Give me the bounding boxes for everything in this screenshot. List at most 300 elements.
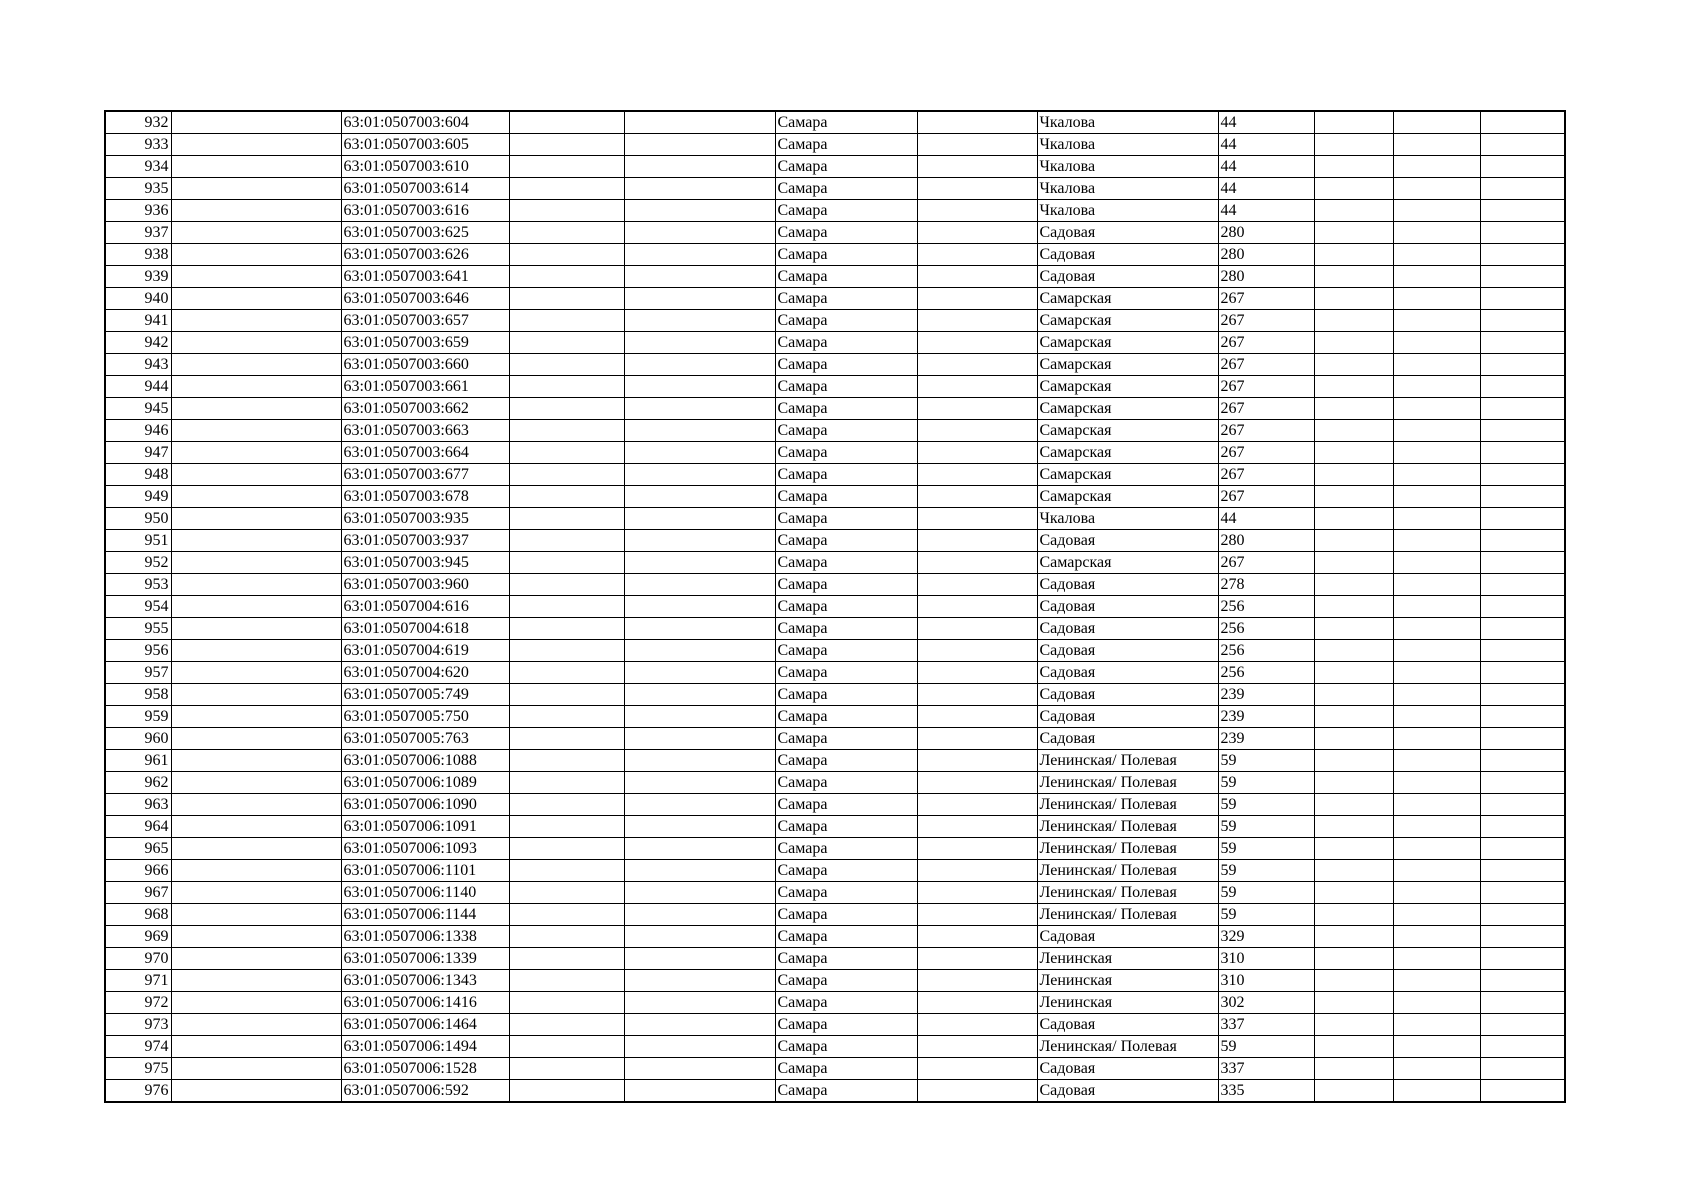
empty-cell	[1480, 1058, 1565, 1080]
empty-cell	[1314, 222, 1393, 244]
empty-cell	[1314, 442, 1393, 464]
empty-cell	[171, 420, 341, 442]
street-cell: Самарская	[1037, 332, 1218, 354]
empty-cell	[917, 332, 1037, 354]
row-number-cell: 969	[105, 926, 171, 948]
street-cell: Самарская	[1037, 420, 1218, 442]
empty-cell	[1314, 376, 1393, 398]
cadastral-number-cell: 63:01:0507006:1528	[341, 1058, 509, 1080]
empty-cell	[1393, 266, 1480, 288]
empty-cell	[624, 860, 775, 882]
empty-cell	[1480, 662, 1565, 684]
empty-cell	[509, 860, 624, 882]
empty-cell	[171, 618, 341, 640]
house-number-cell: 337	[1218, 1058, 1314, 1080]
empty-cell	[1314, 178, 1393, 200]
street-cell: Ленинская/ Полевая	[1037, 794, 1218, 816]
empty-cell	[1314, 750, 1393, 772]
cadastral-number-cell: 63:01:0507003:646	[341, 288, 509, 310]
row-number-cell: 946	[105, 420, 171, 442]
empty-cell	[171, 882, 341, 904]
row-number-cell: 972	[105, 992, 171, 1014]
row-number-cell: 951	[105, 530, 171, 552]
empty-cell	[624, 134, 775, 156]
empty-cell	[1314, 794, 1393, 816]
empty-cell	[1314, 882, 1393, 904]
empty-cell	[1480, 882, 1565, 904]
empty-cell	[624, 508, 775, 530]
empty-cell	[917, 530, 1037, 552]
empty-cell	[509, 486, 624, 508]
row-number-cell: 935	[105, 178, 171, 200]
empty-cell	[624, 486, 775, 508]
empty-cell	[1480, 904, 1565, 926]
city-cell: Самара	[775, 222, 917, 244]
empty-cell	[1314, 288, 1393, 310]
empty-cell	[917, 442, 1037, 464]
empty-cell	[1480, 222, 1565, 244]
row-number-cell: 940	[105, 288, 171, 310]
empty-cell	[917, 398, 1037, 420]
cadastral-number-cell: 63:01:0507006:1101	[341, 860, 509, 882]
empty-cell	[509, 1036, 624, 1058]
empty-cell	[1314, 464, 1393, 486]
empty-cell	[1393, 288, 1480, 310]
empty-cell	[624, 310, 775, 332]
empty-cell	[917, 816, 1037, 838]
city-cell: Самара	[775, 266, 917, 288]
empty-cell	[624, 662, 775, 684]
row-number-cell: 956	[105, 640, 171, 662]
empty-cell	[1393, 728, 1480, 750]
empty-cell	[1480, 310, 1565, 332]
table-row	[105, 838, 1565, 860]
house-number-cell: 44	[1218, 134, 1314, 156]
city-cell: Самара	[775, 728, 917, 750]
empty-cell	[1393, 970, 1480, 992]
empty-cell	[1480, 728, 1565, 750]
empty-cell	[917, 684, 1037, 706]
house-number-cell: 59	[1218, 772, 1314, 794]
empty-cell	[1480, 111, 1565, 134]
empty-cell	[917, 904, 1037, 926]
empty-cell	[171, 398, 341, 420]
row-number-cell: 949	[105, 486, 171, 508]
street-cell: Самарская	[1037, 464, 1218, 486]
table-row	[105, 552, 1565, 574]
empty-cell	[1314, 640, 1393, 662]
city-cell: Самара	[775, 398, 917, 420]
street-cell: Садовая	[1037, 530, 1218, 552]
empty-cell	[1393, 354, 1480, 376]
city-cell: Самара	[775, 882, 917, 904]
cadastral-number-cell: 63:01:0507006:1089	[341, 772, 509, 794]
empty-cell	[1480, 816, 1565, 838]
empty-cell	[917, 860, 1037, 882]
empty-cell	[1314, 904, 1393, 926]
empty-cell	[509, 464, 624, 486]
street-cell: Садовая	[1037, 640, 1218, 662]
street-cell: Самарская	[1037, 398, 1218, 420]
table-row	[105, 772, 1565, 794]
empty-cell	[624, 970, 775, 992]
empty-cell	[624, 948, 775, 970]
empty-cell	[917, 926, 1037, 948]
empty-cell	[1480, 530, 1565, 552]
city-cell: Самара	[775, 970, 917, 992]
empty-cell	[509, 266, 624, 288]
empty-cell	[509, 111, 624, 134]
empty-cell	[624, 288, 775, 310]
empty-cell	[917, 728, 1037, 750]
empty-cell	[1393, 1080, 1480, 1103]
empty-cell	[1480, 244, 1565, 266]
table-row	[105, 1014, 1565, 1036]
empty-cell	[624, 684, 775, 706]
empty-cell	[624, 398, 775, 420]
empty-cell	[509, 200, 624, 222]
house-number-cell: 267	[1218, 486, 1314, 508]
empty-cell	[917, 794, 1037, 816]
empty-cell	[917, 178, 1037, 200]
empty-cell	[1314, 596, 1393, 618]
table-row	[105, 310, 1565, 332]
house-number-cell: 59	[1218, 882, 1314, 904]
city-cell: Самара	[775, 310, 917, 332]
house-number-cell: 267	[1218, 332, 1314, 354]
empty-cell	[1314, 574, 1393, 596]
house-number-cell: 267	[1218, 310, 1314, 332]
house-number-cell: 239	[1218, 684, 1314, 706]
empty-cell	[509, 750, 624, 772]
city-cell: Самара	[775, 860, 917, 882]
empty-cell	[1314, 552, 1393, 574]
empty-cell	[624, 706, 775, 728]
table-row	[105, 992, 1565, 1014]
empty-cell	[1393, 618, 1480, 640]
row-number-cell: 945	[105, 398, 171, 420]
table-row	[105, 706, 1565, 728]
empty-cell	[1480, 794, 1565, 816]
empty-cell	[624, 420, 775, 442]
empty-cell	[1314, 860, 1393, 882]
empty-cell	[509, 1014, 624, 1036]
row-number-cell: 932	[105, 111, 171, 134]
empty-cell	[917, 838, 1037, 860]
empty-cell	[509, 816, 624, 838]
street-cell: Садовая	[1037, 618, 1218, 640]
table-row	[105, 640, 1565, 662]
cadastral-number-cell: 63:01:0507003:960	[341, 574, 509, 596]
empty-cell	[171, 816, 341, 838]
house-number-cell: 59	[1218, 860, 1314, 882]
empty-cell	[171, 442, 341, 464]
house-number-cell: 335	[1218, 1080, 1314, 1103]
empty-cell	[1393, 156, 1480, 178]
empty-cell	[509, 376, 624, 398]
city-cell: Самара	[775, 1036, 917, 1058]
cadastral-number-cell: 63:01:0507003:678	[341, 486, 509, 508]
empty-cell	[1393, 816, 1480, 838]
empty-cell	[509, 552, 624, 574]
table-row	[105, 662, 1565, 684]
empty-cell	[1393, 992, 1480, 1014]
street-cell: Чкалова	[1037, 134, 1218, 156]
house-number-cell: 310	[1218, 970, 1314, 992]
cadastral-number-cell: 63:01:0507003:610	[341, 156, 509, 178]
empty-cell	[509, 178, 624, 200]
cadastral-number-cell: 63:01:0507003:677	[341, 464, 509, 486]
empty-cell	[917, 222, 1037, 244]
empty-cell	[171, 992, 341, 1014]
empty-cell	[171, 178, 341, 200]
row-number-cell: 934	[105, 156, 171, 178]
city-cell: Самара	[775, 442, 917, 464]
cadastral-number-cell: 63:01:0507006:592	[341, 1080, 509, 1103]
empty-cell	[1314, 816, 1393, 838]
city-cell: Самара	[775, 376, 917, 398]
empty-cell	[917, 596, 1037, 618]
row-number-cell: 948	[105, 464, 171, 486]
empty-cell	[1480, 970, 1565, 992]
house-number-cell: 59	[1218, 904, 1314, 926]
cadastral-number-cell: 63:01:0507003:625	[341, 222, 509, 244]
empty-cell	[509, 926, 624, 948]
empty-cell	[917, 1058, 1037, 1080]
empty-cell	[171, 134, 341, 156]
cadastral-number-cell: 63:01:0507003:659	[341, 332, 509, 354]
empty-cell	[624, 552, 775, 574]
row-number-cell: 970	[105, 948, 171, 970]
house-number-cell: 256	[1218, 640, 1314, 662]
cadastral-number-cell: 63:01:0507006:1091	[341, 816, 509, 838]
table-row	[105, 596, 1565, 618]
empty-cell	[1393, 111, 1480, 134]
empty-cell	[624, 178, 775, 200]
empty-cell	[1480, 706, 1565, 728]
data-table	[104, 110, 1566, 1103]
empty-cell	[624, 222, 775, 244]
row-number-cell: 971	[105, 970, 171, 992]
empty-cell	[171, 904, 341, 926]
empty-cell	[1393, 640, 1480, 662]
table-row	[105, 156, 1565, 178]
empty-cell	[509, 420, 624, 442]
empty-cell	[1393, 1036, 1480, 1058]
empty-cell	[1314, 398, 1393, 420]
empty-cell	[624, 750, 775, 772]
empty-cell	[1314, 662, 1393, 684]
empty-cell	[917, 376, 1037, 398]
empty-cell	[1480, 596, 1565, 618]
street-cell: Садовая	[1037, 706, 1218, 728]
empty-cell	[917, 618, 1037, 640]
empty-cell	[509, 596, 624, 618]
empty-cell	[1314, 838, 1393, 860]
table-row	[105, 816, 1565, 838]
cadastral-number-cell: 63:01:0507004:618	[341, 618, 509, 640]
empty-cell	[171, 684, 341, 706]
table-row	[105, 486, 1565, 508]
empty-cell	[1314, 332, 1393, 354]
street-cell: Садовая	[1037, 926, 1218, 948]
house-number-cell: 239	[1218, 728, 1314, 750]
empty-cell	[509, 354, 624, 376]
row-number-cell: 968	[105, 904, 171, 926]
row-number-cell: 966	[105, 860, 171, 882]
street-cell: Садовая	[1037, 728, 1218, 750]
street-cell: Ленинская	[1037, 992, 1218, 1014]
empty-cell	[624, 904, 775, 926]
table-row	[105, 111, 1565, 134]
empty-cell	[1314, 970, 1393, 992]
row-number-cell: 937	[105, 222, 171, 244]
house-number-cell: 59	[1218, 816, 1314, 838]
street-cell: Самарская	[1037, 376, 1218, 398]
empty-cell	[917, 288, 1037, 310]
empty-cell	[171, 706, 341, 728]
empty-cell	[1480, 464, 1565, 486]
empty-cell	[1393, 508, 1480, 530]
empty-cell	[1480, 200, 1565, 222]
empty-cell	[917, 750, 1037, 772]
cadastral-number-cell: 63:01:0507006:1339	[341, 948, 509, 970]
table-row	[105, 860, 1565, 882]
table-row	[105, 728, 1565, 750]
cadastral-number-cell: 63:01:0507006:1144	[341, 904, 509, 926]
empty-cell	[1314, 266, 1393, 288]
empty-cell	[171, 860, 341, 882]
row-number-cell: 936	[105, 200, 171, 222]
house-number-cell: 59	[1218, 1036, 1314, 1058]
city-cell: Самара	[775, 662, 917, 684]
house-number-cell: 267	[1218, 376, 1314, 398]
cadastral-number-cell: 63:01:0507003:604	[341, 111, 509, 134]
street-cell: Ленинская/ Полевая	[1037, 860, 1218, 882]
table-row	[105, 926, 1565, 948]
row-number-cell: 965	[105, 838, 171, 860]
empty-cell	[1314, 244, 1393, 266]
street-cell: Самарская	[1037, 288, 1218, 310]
empty-cell	[1393, 750, 1480, 772]
empty-cell	[1393, 838, 1480, 860]
empty-cell	[917, 948, 1037, 970]
city-cell: Самара	[775, 530, 917, 552]
city-cell: Самара	[775, 574, 917, 596]
empty-cell	[917, 1080, 1037, 1103]
street-cell: Ленинская	[1037, 970, 1218, 992]
city-cell: Самара	[775, 794, 917, 816]
row-number-cell: 974	[105, 1036, 171, 1058]
empty-cell	[1393, 244, 1480, 266]
empty-cell	[917, 706, 1037, 728]
cadastral-number-cell: 63:01:0507005:750	[341, 706, 509, 728]
cadastral-number-cell: 63:01:0507006:1088	[341, 750, 509, 772]
empty-cell	[171, 1058, 341, 1080]
empty-cell	[1393, 662, 1480, 684]
table-row	[105, 464, 1565, 486]
empty-cell	[1480, 486, 1565, 508]
city-cell: Самара	[775, 992, 917, 1014]
empty-cell	[171, 266, 341, 288]
empty-cell	[171, 1080, 341, 1103]
row-number-cell: 947	[105, 442, 171, 464]
empty-cell	[171, 222, 341, 244]
empty-cell	[509, 904, 624, 926]
house-number-cell: 239	[1218, 706, 1314, 728]
cadastral-number-cell: 63:01:0507005:749	[341, 684, 509, 706]
empty-cell	[1393, 332, 1480, 354]
city-cell: Самара	[775, 596, 917, 618]
empty-cell	[1480, 266, 1565, 288]
empty-cell	[1480, 838, 1565, 860]
empty-cell	[1393, 398, 1480, 420]
city-cell: Самара	[775, 244, 917, 266]
empty-cell	[171, 111, 341, 134]
empty-cell	[1480, 288, 1565, 310]
empty-cell	[1314, 1058, 1393, 1080]
city-cell: Самара	[775, 706, 917, 728]
house-number-cell: 267	[1218, 398, 1314, 420]
street-cell: Садовая	[1037, 1014, 1218, 1036]
row-number-cell: 964	[105, 816, 171, 838]
empty-cell	[509, 222, 624, 244]
house-number-cell: 256	[1218, 662, 1314, 684]
empty-cell	[917, 1036, 1037, 1058]
empty-cell	[1480, 442, 1565, 464]
table-row	[105, 134, 1565, 156]
empty-cell	[1314, 684, 1393, 706]
house-number-cell: 44	[1218, 508, 1314, 530]
empty-cell	[1480, 618, 1565, 640]
row-number-cell: 960	[105, 728, 171, 750]
empty-cell	[624, 640, 775, 662]
empty-cell	[917, 266, 1037, 288]
empty-cell	[1480, 134, 1565, 156]
empty-cell	[1480, 398, 1565, 420]
house-number-cell: 267	[1218, 354, 1314, 376]
house-number-cell: 44	[1218, 111, 1314, 134]
house-number-cell: 59	[1218, 794, 1314, 816]
street-cell: Садовая	[1037, 266, 1218, 288]
row-number-cell: 954	[105, 596, 171, 618]
row-number-cell: 955	[105, 618, 171, 640]
cadastral-number-cell: 63:01:0507004:616	[341, 596, 509, 618]
empty-cell	[1314, 530, 1393, 552]
empty-cell	[1314, 618, 1393, 640]
row-number-cell: 975	[105, 1058, 171, 1080]
empty-cell	[1393, 904, 1480, 926]
empty-cell	[917, 354, 1037, 376]
empty-cell	[1393, 200, 1480, 222]
empty-cell	[917, 310, 1037, 332]
cadastral-number-cell: 63:01:0507003:663	[341, 420, 509, 442]
empty-cell	[1393, 772, 1480, 794]
empty-cell	[171, 310, 341, 332]
empty-cell	[509, 684, 624, 706]
empty-cell	[509, 838, 624, 860]
empty-cell	[917, 552, 1037, 574]
empty-cell	[171, 288, 341, 310]
empty-cell	[509, 1080, 624, 1103]
house-number-cell: 44	[1218, 156, 1314, 178]
empty-cell	[917, 420, 1037, 442]
city-cell: Самара	[775, 838, 917, 860]
empty-cell	[624, 838, 775, 860]
empty-cell	[509, 442, 624, 464]
cadastral-number-cell: 63:01:0507006:1464	[341, 1014, 509, 1036]
empty-cell	[1480, 948, 1565, 970]
